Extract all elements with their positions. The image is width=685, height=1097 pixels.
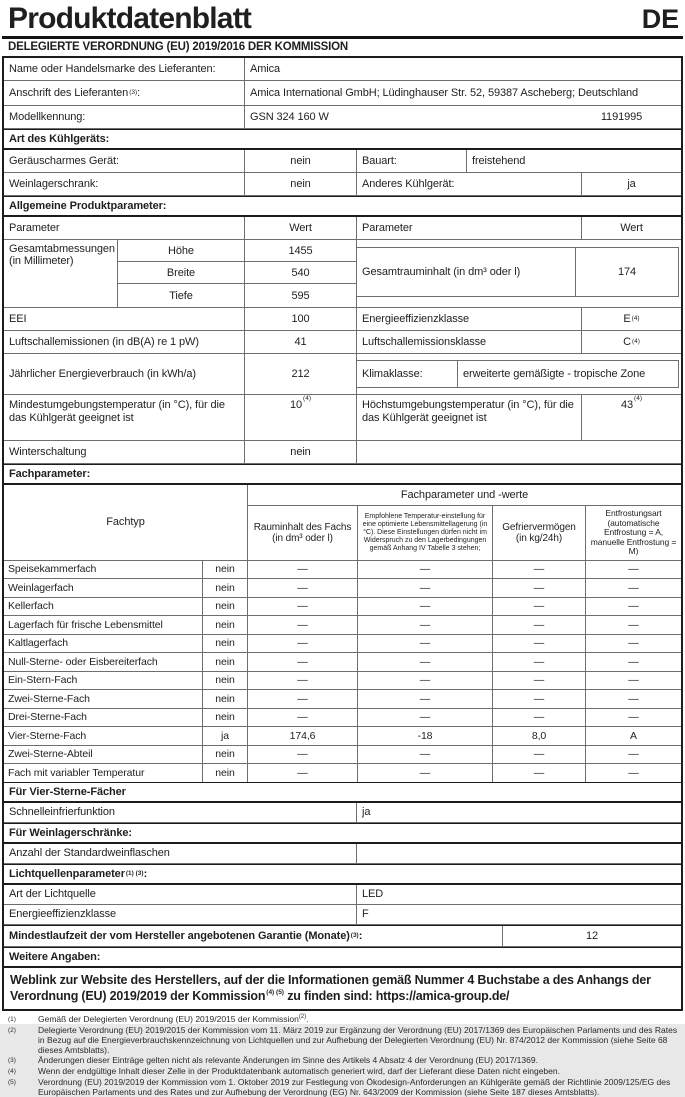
section-four-star: Für Vier-Sterne-Fächer [4,782,681,803]
compartment-type-label: Null-Sterne- oder Eisbereiterfach [8,655,158,668]
noise-class-value: C (4) [581,331,681,353]
datasheet-table [2,56,683,1011]
annual-energy-value: 212 [244,354,356,394]
supplier-address-row [4,81,681,106]
eei-label: EEI [9,313,27,325]
dimension-width-value: 540 [244,262,356,284]
section-general-parameters: Allgemeine Produktparameter: [4,196,681,217]
compartments-header [4,485,681,561]
weblink-row [4,968,681,1009]
compartment-present-value: nein [202,690,247,708]
compartment-freezing-capacity-value: — [492,764,585,782]
design-value: freistehend [466,150,681,172]
language-code: DE [641,4,679,34]
dimensions-row [4,240,681,308]
regulation-subtitle: DELEGIERTE VERORDNUNG (EU) 2019/2016 DER KOMMISSION [8,41,348,53]
compartment-temp-value: — [357,709,492,727]
compartment-freezing-capacity-value: — [492,709,585,727]
footnote-text: Wenn der endgültige Inhalt dieser Zelle in der Produktdatenbank automatisch generiert wird, darf der Lieferant diese Daten nicht eingeben. [38,1065,560,1076]
energy-class-label: Energieeffizienzklasse [356,308,581,330]
compartment-freezing-capacity-value: 8,0 [492,727,585,745]
design-label: Bauart: [356,150,466,172]
page-title: Produktdatenblatt [8,2,252,35]
total-volume-value: 174 [575,248,678,296]
compartment-temp-value: — [357,653,492,671]
compartment-defrost-value: — [585,561,681,579]
compartment-volume-value: 174,6 [247,727,357,745]
compartment-freezing-capacity-value: — [492,672,585,690]
supplier-address-label: Anschrift des Lieferanten (3) : [9,87,141,99]
compartment-defrost-value: — [585,579,681,597]
footnote [6,1066,679,1077]
footnote-text: Änderungen dieser Einträge gelten nicht als relevante Änderungen im Sinne des Artikels 4 Absatz 4 der Verordnung (EU) 2017/1369. [38,1054,538,1065]
compartment-present-value: nein [202,598,247,616]
footnote [6,1077,679,1097]
compartment-temp-value: — [357,764,492,782]
compartment-group-header: Fachparameter und -werte [247,485,681,506]
footnote [6,1025,679,1055]
compartment-row [4,727,681,746]
compartment-temp-value: — [357,598,492,616]
footnote-marker: (1) [8,1015,16,1023]
compartment-defrost-value: — [585,746,681,764]
winter-setting-value: nein [244,441,356,463]
compartment-freezing-capacity-value: — [492,653,585,671]
quiet-device-value: nein [244,150,356,172]
compartment-freezing-header: Gefriervermögen (in kg/24h) [492,506,585,560]
noise-value: 41 [244,331,356,353]
compartments-body [4,561,681,782]
compartment-row [4,709,681,728]
column-header-parameter-left: Parameter [9,222,60,234]
compartment-row [4,598,681,617]
winter-setting-empty-cell [356,441,681,463]
compartment-defrost-value: — [585,764,681,782]
compartment-volume-value: — [247,672,357,690]
footnote-marker: (4) [8,1067,16,1075]
winter-setting-label: Winterschaltung [9,446,87,458]
compartment-volume-value: — [247,653,357,671]
light-energy-class-label: Energieeffizienzklasse [9,908,117,920]
max-temp-label: Höchstumgebungstemperatur (in °C), für die das Kühlgerät geeignet ist [356,395,581,440]
compartment-volume-value: — [247,690,357,708]
warranty-label: Mindestlaufzeit der vom Hersteller angebotenen Garantie (Monate) (3) : [9,929,363,942]
dimension-depth-label: Tiefe [117,284,244,307]
supplier-address-value: Amica International GmbH; Lüdinghauser Str. 52, 59387 Ascheberg; Deutschland [244,81,681,105]
compartment-volume-value: — [247,579,357,597]
compartment-temp-value: — [357,616,492,634]
compartment-type-label: Vier-Sterne-Fach [8,729,87,742]
compartment-type-label: Weinlagerfach [8,581,74,594]
column-header-value-right: Wert [581,217,681,239]
compartment-temp-value: -18 [357,727,492,745]
compartment-temp-header: Empfohlene Temperatur-einstellung für eine optimierte Lebensmittellagerung (in °C). Diese Einstellungen dürfen nicht im Widerspruch zu den Lagerbedingungen gemäß Anhang IV Tabelle 3 stehen; [357,506,492,560]
wine-bottles-label: Anzahl der Standardweinflaschen [9,847,170,859]
compartment-type-label: Speisekammerfach [8,563,97,576]
compartment-present-value: nein [202,579,247,597]
compartment-type-header: Fachtyp [106,516,145,529]
fast-freeze-row [4,803,681,823]
winter-setting-row [4,441,681,464]
compartment-type-label: Fach mit variabler Temperatur [8,766,145,779]
wine-bottles-value [356,844,681,863]
compartment-volume-value: — [247,746,357,764]
climate-class-box [357,360,679,388]
climate-class-label: Klimaklasse: [362,368,423,380]
compartment-type-label: Kaltlagerfach [8,637,68,650]
compartment-present-value: nein [202,653,247,671]
compartment-defrost-value: — [585,598,681,616]
compartment-temp-value: — [357,690,492,708]
warranty-value: 12 [502,926,681,946]
footnote-marker: (5) [8,1078,16,1086]
compartment-row [4,616,681,635]
compartment-temp-value: — [357,635,492,653]
total-volume-box [357,247,679,297]
eei-value: 100 [244,308,356,330]
quiet-device-row [4,150,681,173]
footnote-text: Delegierte Verordnung (EU) 2019/2015 der Kommission vom 11. März 2019 zur Ergänzung der Verordnung (EU) 2017/1369 des Europäischen Parlaments und des Rates in Bezug auf die Energieverbrauchskennzeichnung von Lichtquellen und zur Aufhebung der Delegierten Verordnung (EU) Nr. 874/2012 der Kommission (siehe Seite 68 dieses Amtsblatts). [38,1024,678,1055]
light-energy-class-row [4,905,681,925]
compartment-freezing-capacity-value: — [492,616,585,634]
light-type-row [4,885,681,905]
compartment-volume-value: — [247,764,357,782]
parameter-header-row [4,217,681,240]
dimension-width-label: Breite [117,262,244,284]
model-label: Modellkennung: [9,111,86,123]
compartment-defrost-value: — [585,616,681,634]
compartment-temp-value: — [357,672,492,690]
supplier-name-row [4,58,681,81]
compartment-present-value: nein [202,764,247,782]
compartment-freezing-capacity-value: — [492,690,585,708]
light-type-label: Art der Lichtquelle [9,888,96,900]
compartment-defrost-value: — [585,709,681,727]
dimension-depth-value: 595 [244,284,356,307]
compartment-row [4,764,681,782]
column-header-parameter-right: Parameter [356,217,581,239]
other-device-value: ja [581,173,681,195]
total-volume-label: Gesamtrauminhalt (in dm³ oder l) [362,266,521,278]
annual-energy-row [4,354,681,395]
footnote-text: Verordnung (EU) 2019/2019 der Kommission vom 1. Oktober 2019 zur Festlegung von Ökodesign-Anforderungen an Kühlgeräte gemäß der Richtlinie 2009/125/EG des Europäischen Parlaments und des Rates und zur Aufhebung der Verordnung (EG) Nr. 643/2009 der Kommission (siehe Seite 187 dieses Amtsblatts). [38,1076,671,1097]
compartment-present-value: nein [202,561,247,579]
compartment-volume-header: Rauminhalt des Fachs (in dm³ oder l) [247,506,357,560]
section-compartments: Fachparameter: [4,464,681,485]
compartment-freezing-capacity-value: — [492,746,585,764]
footnote-text: Gemäß der Delegierten Verordnung (EU) 2019/2015 der Kommission$^{(2)}$. [38,1013,309,1024]
footnote [6,1055,679,1066]
model-row [4,106,681,129]
compartment-volume-value: — [247,709,357,727]
compartment-type-label: Zwei-Sterne-Fach [8,692,90,705]
compartment-defrost-value: — [585,653,681,671]
eei-row [4,308,681,331]
max-temp-value: 43 (4) [581,395,681,440]
min-temp-value: 10 (4) [244,395,356,440]
dimensions-label: Gesamtabmessungen (in Millimeter) [9,243,115,267]
noise-class-label: Luftschallemissionsklasse [356,331,581,353]
compartment-row [4,579,681,598]
fast-freeze-value: ja [356,803,681,822]
compartment-defrost-value: — [585,690,681,708]
section-additional-info: Weitere Angaben: [4,947,681,968]
footnote [6,1014,679,1025]
compartment-present-value: nein [202,672,247,690]
compartment-present-value: nein [202,616,247,634]
section-light-source: Lichtquellenparameter (1) (3) : [4,864,681,885]
compartment-temp-value: — [357,561,492,579]
footnotes-block [2,1013,683,1097]
dimension-height-value: 1455 [244,240,356,262]
light-type-value: LED [356,885,681,904]
warranty-row [4,925,681,947]
min-temp-label: Mindestumgebungstemperatur (in °C), für die das Kühlgerät geeignet ist [9,399,225,424]
wine-bottles-row [4,844,681,864]
compartment-volume-value: — [247,598,357,616]
climate-class-value: erweiterte gemäßigte - tropische Zone [457,361,678,387]
compartment-row [4,561,681,580]
section-device-type: Art des Kühlgeräts: [4,129,681,150]
wine-cabinet-label: Weinlagerschrank: [9,178,99,190]
compartment-type-label: Drei-Sterne-Fach [8,711,87,724]
model-id-value: 1191995 [600,111,643,123]
total-volume-cell [356,240,681,307]
compartment-present-value: ja [202,727,247,745]
dimension-height-label: Höhe [117,240,244,262]
light-energy-class-value: F [356,905,681,924]
compartment-row [4,690,681,709]
compartment-defrost-value: — [585,672,681,690]
compartment-row [4,746,681,765]
compartment-type-label: Kellerfach [8,600,54,613]
compartment-row [4,635,681,654]
compartment-present-value: nein [202,635,247,653]
supplier-name-label: Name oder Handelsmarke des Lieferanten: [9,63,216,75]
supplier-name-value: Amica [244,58,681,80]
wine-cabinet-value: nein [244,173,356,195]
document-header [0,0,685,36]
compartment-volume-value: — [247,616,357,634]
fast-freeze-label: Schnelleinfrierfunktion [9,806,115,818]
compartment-freezing-capacity-value: — [492,579,585,597]
quiet-device-label: Geräuscharmes Gerät: [9,155,119,167]
noise-label: Luftschallemissionen (in dB(A) re 1 pW) [9,336,199,348]
manufacturer-weblink-text: Weblink zur Website des Herstellers, auf der die Informationen gemäß Nummer 4 Buchstabe a des Anhangs der Verordnung (EU) 2019/2019 der Kommission$^{(4) (5)}$ zu finden sind: https://amica-group.de/ [10,972,651,1003]
compartment-temp-value: — [357,746,492,764]
compartment-defrost-header: Entfrostungsart (automatische Entfrostung = A, manuelle Entfrostung = M) [585,506,681,560]
noise-row [4,331,681,354]
compartment-row [4,672,681,691]
footnote-marker: (3) [8,1056,16,1064]
compartment-temp-value: — [357,579,492,597]
footnote-marker: (2) [8,1026,16,1034]
compartment-type-label: Lagerfach für frische Lebensmittel [8,618,163,631]
ambient-temperature-row [4,395,681,441]
compartment-type-label: Ein-Stern-Fach [8,674,78,687]
compartment-defrost-value: — [585,635,681,653]
section-wine-cabinets: Für Weinlagerschränke: [4,823,681,844]
annual-energy-label: Jährlicher Energieverbrauch (in kWh/a) [9,368,196,380]
compartment-defrost-value: A [585,727,681,745]
compartment-row [4,653,681,672]
compartment-present-value: nein [202,746,247,764]
compartment-freezing-capacity-value: — [492,561,585,579]
compartment-volume-value: — [247,635,357,653]
compartment-present-value: nein [202,709,247,727]
column-header-value-left: Wert [244,217,356,239]
energy-class-value: E (4) [581,308,681,330]
other-device-label: Anderes Kühlgerät: [356,173,581,195]
compartment-freezing-capacity-value: — [492,635,585,653]
compartment-freezing-capacity-value: — [492,598,585,616]
compartment-volume-value: — [247,561,357,579]
wine-cabinet-row [4,173,681,196]
climate-class-cell [356,354,681,394]
model-value: GSN 324 160 W [244,106,562,128]
compartment-type-label: Zwei-Sterne-Abteil [8,748,93,761]
